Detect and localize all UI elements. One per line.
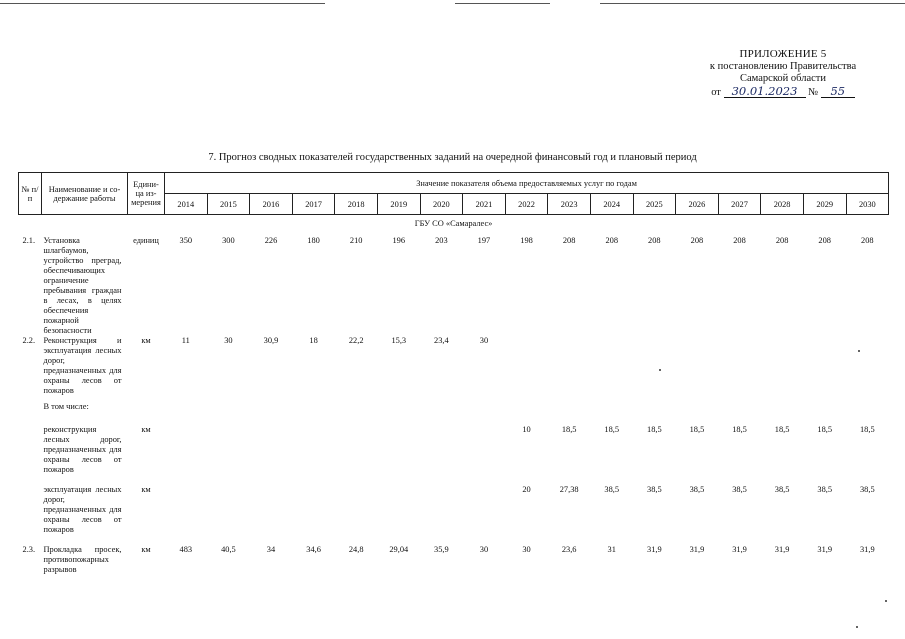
- value-cell: 226: [264, 236, 278, 245]
- table-row: [19, 485, 889, 545]
- value-cell: [207, 402, 250, 425]
- scan-speck: [858, 350, 860, 352]
- value-cell: [463, 485, 506, 545]
- value-cell: 38,5: [732, 485, 747, 494]
- appendix-block: [683, 48, 883, 99]
- value-cell: 20: [522, 485, 531, 494]
- value-cell: [505, 402, 548, 425]
- value-cell: 208: [733, 236, 746, 245]
- row-number: 2.3.: [22, 545, 36, 554]
- value-cell: [761, 402, 804, 425]
- value-cell: 38,5: [817, 485, 833, 494]
- scan-speck: [885, 600, 887, 602]
- value-cell: 38,5: [689, 485, 705, 494]
- value-cell: [590, 402, 633, 425]
- value-cell: [165, 425, 208, 485]
- value-cell: [420, 425, 463, 485]
- value-cell: [633, 336, 676, 402]
- table-row: [19, 233, 889, 336]
- value-cell: 197: [477, 236, 491, 245]
- value-cell: 30: [479, 545, 489, 554]
- row-number: [19, 402, 42, 425]
- value-cell: 38,5: [647, 485, 662, 494]
- value-cell: 31,9: [647, 545, 662, 554]
- value-cell: 30: [522, 545, 531, 554]
- appendix-line-1: к постановлению Правительства: [709, 60, 857, 72]
- value-cell: 18,5: [774, 425, 790, 434]
- value-cell: [548, 336, 591, 402]
- value-cell: 18,5: [647, 425, 662, 434]
- value-cell: [803, 402, 846, 425]
- row-number: 2.1.: [22, 236, 36, 245]
- value-cell: 22,2: [348, 336, 364, 345]
- value-cell: 29,04: [389, 545, 409, 554]
- scan-speck: [659, 369, 661, 371]
- value-cell: 18,5: [561, 425, 577, 434]
- value-cell: 350: [179, 236, 193, 245]
- value-cell: [335, 485, 378, 545]
- table-body: [19, 215, 889, 586]
- value-cell: [420, 402, 463, 425]
- number-label: №: [808, 86, 819, 98]
- value-cell: [377, 425, 420, 485]
- value-cell: 196: [392, 236, 406, 245]
- value-cell: 27,38: [559, 485, 579, 494]
- value-cell: [250, 425, 293, 485]
- value-cell: 18,5: [604, 425, 620, 434]
- value-cell: 38,5: [859, 485, 875, 494]
- value-cell: [803, 336, 846, 402]
- row-number: 2.2.: [22, 336, 36, 345]
- scan-speck: [856, 626, 858, 628]
- value-cell: 38,5: [604, 485, 620, 494]
- row-unit: км: [141, 336, 151, 345]
- value-cell: [165, 485, 208, 545]
- table-row: [19, 336, 889, 402]
- year-header: 2030: [846, 194, 889, 215]
- year-header: 2023: [548, 194, 591, 215]
- value-cell: [718, 336, 761, 402]
- value-cell: 18,5: [732, 425, 747, 434]
- value-cell: 23,6: [561, 545, 577, 554]
- scan-top-line-right: [600, 3, 905, 4]
- year-header: 2019: [377, 194, 420, 215]
- year-header: 2022: [505, 194, 548, 215]
- handwritten-date: 30.01.2023: [724, 86, 806, 98]
- value-cell: [165, 402, 208, 425]
- value-cell: 18,5: [689, 425, 705, 434]
- value-cell: 210: [349, 236, 363, 245]
- organization-name: ГБУ СО «Самаралес»: [414, 219, 493, 228]
- value-cell: 18,5: [859, 425, 875, 434]
- forecast-table: [18, 172, 889, 585]
- year-header: 2026: [676, 194, 719, 215]
- row-work-name: эксплуатация лесных дорог, предназначенных для охраны лесов от пожаров: [43, 485, 122, 534]
- value-cell: 208: [562, 236, 576, 245]
- value-cell: [292, 485, 335, 545]
- value-cell: [292, 425, 335, 485]
- value-cell: [718, 402, 761, 425]
- org-row: [19, 215, 889, 234]
- value-cell: 31: [607, 545, 616, 554]
- year-header: 2027: [718, 194, 761, 215]
- value-cell: 31,9: [774, 545, 790, 554]
- value-cell: [676, 336, 719, 402]
- value-cell: 208: [818, 236, 831, 245]
- value-cell: 23,4: [434, 336, 449, 345]
- value-cell: [207, 425, 250, 485]
- row-work-name: реконструкция лесных дорог, предназначенных для охраны лесов от пожаров: [43, 425, 122, 474]
- value-cell: 30: [479, 336, 489, 345]
- row-work-name: Установка шлагбаумов, устройство преград, обеспечивающих ограничение пребывания граждан в лесах, в целях обеспечения пожарной безопасности: [43, 236, 122, 335]
- value-cell: [463, 402, 506, 425]
- year-header: 2018: [335, 194, 378, 215]
- year-header: 2017: [292, 194, 335, 215]
- value-cell: 208: [605, 236, 619, 245]
- value-cell: [377, 402, 420, 425]
- row-unit: единиц: [133, 236, 159, 245]
- value-cell: [335, 425, 378, 485]
- value-cell: 30,9: [263, 336, 279, 345]
- value-cell: 208: [861, 236, 874, 245]
- year-header: 2020: [420, 194, 463, 215]
- value-cell: 31,9: [689, 545, 705, 554]
- row-number: [19, 485, 42, 545]
- table-row: [19, 402, 889, 425]
- section-heading: 7. Прогноз сводных показателей государственных заданий на очередной финансовый год и плановый период: [208, 152, 697, 163]
- value-cell: 203: [435, 236, 448, 245]
- appendix-title: ПРИЛОЖЕНИЕ 5: [739, 48, 827, 60]
- value-cell: 10: [522, 425, 531, 434]
- appendix-date-line: [683, 83, 883, 100]
- value-cell: [250, 402, 293, 425]
- row-unit: км: [141, 545, 151, 554]
- value-cell: 40,5: [221, 545, 236, 554]
- value-cell: 180: [307, 236, 320, 245]
- value-cell: 31,9: [732, 545, 747, 554]
- value-cell: [548, 402, 591, 425]
- value-cell: 11: [181, 336, 190, 345]
- value-cell: 208: [690, 236, 704, 245]
- value-cell: [207, 485, 250, 545]
- scan-top-line-left: [0, 3, 325, 4]
- row-number: [19, 425, 42, 485]
- value-cell: 34,6: [306, 545, 321, 554]
- value-cell: 35,9: [434, 545, 449, 554]
- col-header-name: Наименование и со- держание работы: [42, 173, 128, 215]
- table-row: [19, 425, 889, 485]
- value-cell: 208: [775, 236, 789, 245]
- value-cell: 38,5: [774, 485, 790, 494]
- year-header: 2014: [165, 194, 208, 215]
- row-unit: км: [141, 485, 151, 494]
- value-cell: [463, 425, 506, 485]
- value-cell: 18,5: [817, 425, 833, 434]
- header-row-top: [19, 173, 889, 194]
- col-header-values: Значение показателя объема предоставляемых услуг по годам: [165, 173, 889, 194]
- year-header: 2016: [250, 194, 293, 215]
- value-cell: 15,3: [391, 336, 407, 345]
- value-cell: 300: [222, 236, 235, 245]
- value-cell: [292, 402, 335, 425]
- year-header: 2021: [463, 194, 506, 215]
- value-cell: 34: [266, 545, 276, 554]
- value-cell: [420, 485, 463, 545]
- value-cell: [761, 336, 804, 402]
- value-cell: [846, 336, 889, 402]
- from-label: от: [711, 86, 721, 98]
- handwritten-number: 55: [821, 86, 855, 98]
- col-header-num: № п/п: [19, 173, 42, 215]
- col-header-unit: Едини- ца из- мерения: [128, 173, 165, 215]
- year-header: 2015: [207, 194, 250, 215]
- appendix-line-2: Самарской области: [740, 73, 826, 84]
- value-cell: [250, 485, 293, 545]
- row-work-name: Реконструкция и эксплуатация лесных дорог, предназначенных для охраны лесов от пожаров: [43, 336, 122, 395]
- value-cell: 24,8: [348, 545, 364, 554]
- scan-top-line-mid: [455, 3, 550, 4]
- value-cell: [505, 336, 548, 402]
- year-header: 2025: [633, 194, 676, 215]
- value-cell: [377, 485, 420, 545]
- value-cell: [676, 402, 719, 425]
- value-cell: 18: [309, 336, 318, 345]
- table-row: [19, 545, 889, 585]
- value-cell: 31,9: [859, 545, 875, 554]
- value-cell: 30: [224, 336, 233, 345]
- value-cell: 208: [648, 236, 661, 245]
- row-work-name: Прокладка просек, противопожарных разрывов: [43, 545, 122, 574]
- year-header: 2024: [590, 194, 633, 215]
- value-cell: [590, 336, 633, 402]
- value-cell: [335, 402, 378, 425]
- value-cell: 198: [520, 236, 533, 245]
- year-header: 2029: [803, 194, 846, 215]
- row-unit: км: [141, 425, 151, 434]
- value-cell: 483: [179, 545, 193, 554]
- value-cell: [846, 402, 889, 425]
- year-header: 2028: [761, 194, 804, 215]
- row-work-name: В том числе:: [43, 402, 89, 411]
- value-cell: [633, 402, 676, 425]
- value-cell: 31,9: [817, 545, 833, 554]
